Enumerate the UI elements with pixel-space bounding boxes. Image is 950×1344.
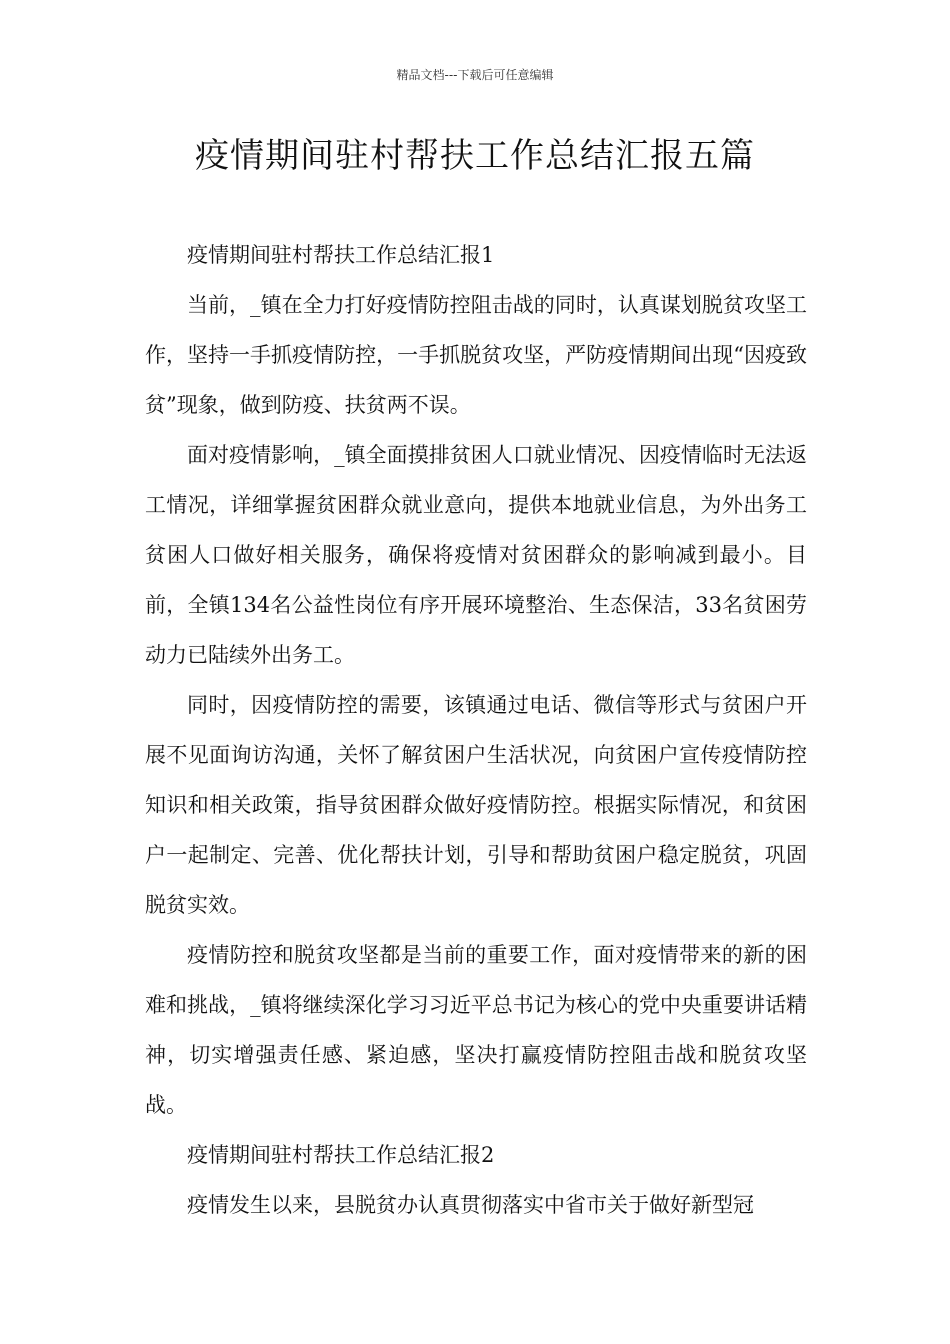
section-heading-1: 疫情期间驻村帮扶工作总结汇报1 — [187, 243, 495, 267]
document-title: 疫情期间驻村帮扶工作总结汇报五篇 — [195, 136, 755, 176]
header-note: 精品文档---下载后可任意编辑 — [396, 68, 554, 82]
paragraph: 当前，_镇在全力打好疫情防控阻击战的同时，认真谋划脱贫攻坚工作，坚持一手抓疫情防控，一手抓脱贫攻坚，严防疫情期间出现“因疫致贫”现象，做到防疫、扶贫两不误。 — [145, 293, 807, 417]
section-heading-2: 疫情期间驻村帮扶工作总结汇报2 — [187, 1143, 495, 1167]
paragraph: 疫情发生以来，县脱贫办认真贯彻落实中省市关于做好新型冠 — [187, 1193, 754, 1217]
document-body — [145, 230, 807, 1230]
paragraph: 面对疫情影响，_镇全面摸排贫困人口就业情况、因疫情临时无法返工情况，详细掌握贫困群众就业意向，提供本地就业信息，为外出务工贫困人口做好相关服务，确保将疫情对贫困群众的影响减到最小。目前，全镇134名公益性岗位有序开展环境整治、生态保洁，33名贫困劳动力已陆续外出务工。 — [145, 443, 807, 667]
paragraph: 疫情防控和脱贫攻坚都是当前的重要工作，面对疫情带来的新的困难和挑战，_镇将继续深化学习习近平总书记为核心的党中央重要讲话精神，切实增强责任感、紧迫感，坚决打赢疫情防控阻击战和脱贫攻坚战。 — [145, 943, 807, 1117]
paragraph: 同时，因疫情防控的需要，该镇通过电话、微信等形式与贫困户开展不见面询访沟通，关怀了解贫困户生活状况，向贫困户宣传疫情防控知识和相关政策，指导贫困群众做好疫情防控。根据实际情况，和贫困户一起制定、完善、优化帮扶计划，引导和帮助贫困户稳定脱贫，巩固脱贫实效。 — [145, 693, 807, 917]
